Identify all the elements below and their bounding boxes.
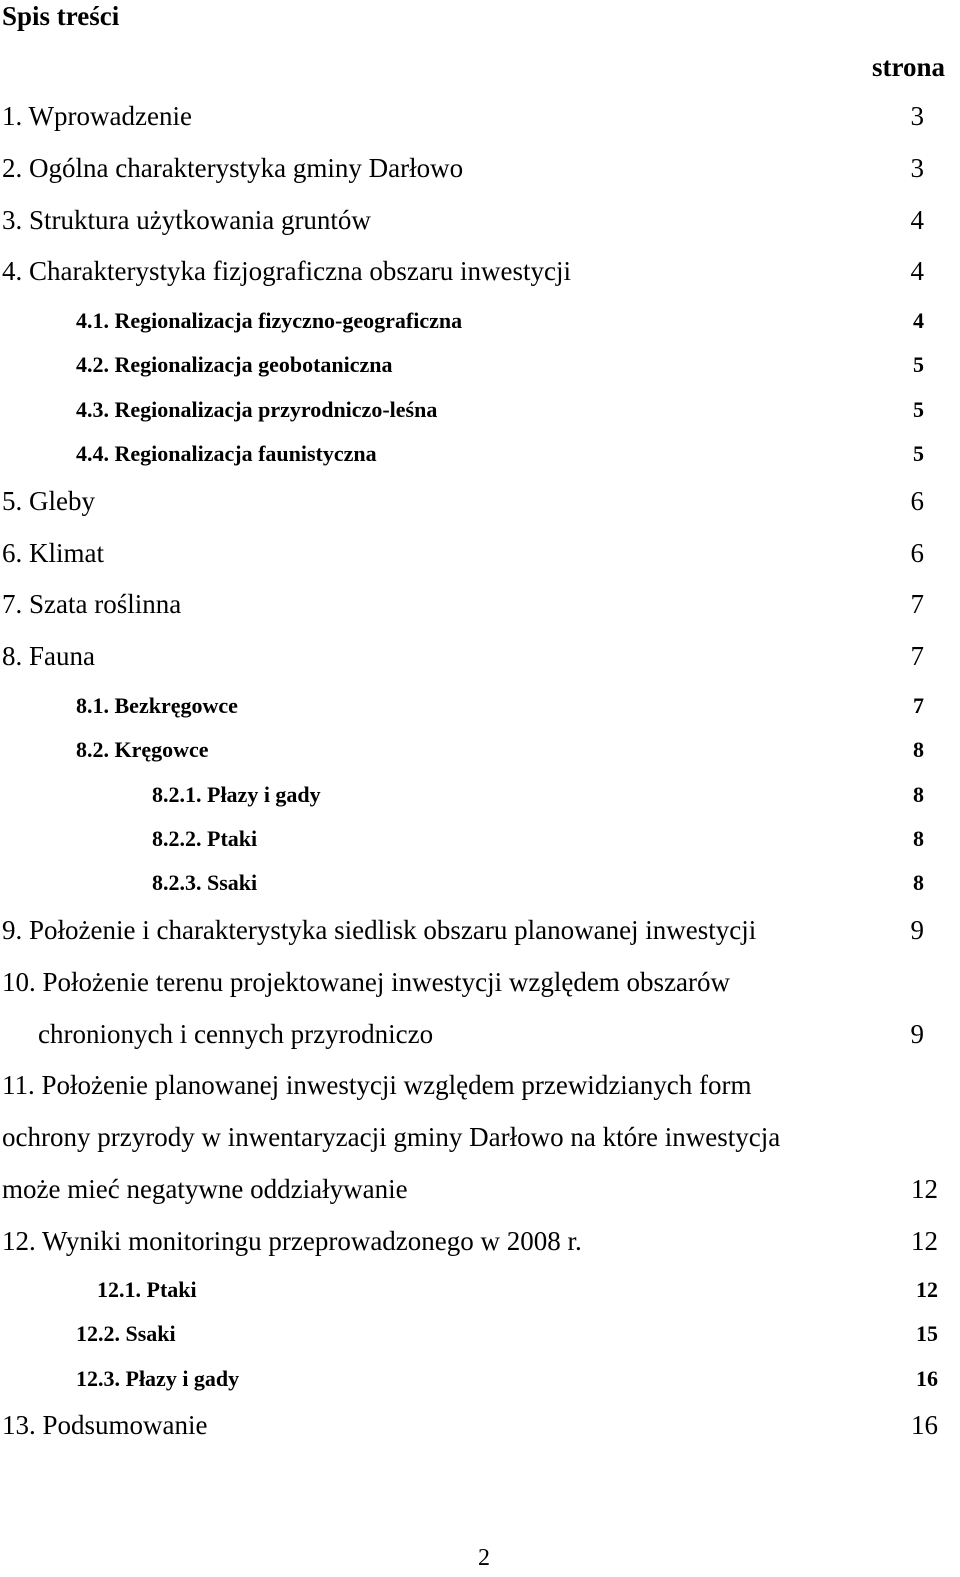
toc-entry-page: 3 [910,100,924,131]
toc-entry-page: 16 [916,1366,938,1391]
toc-entry-text: 8.2.3. Ssaki [152,870,258,895]
toc-entry-text: 4.1. Regionalizacja fizyczno-geograficzna [76,308,463,333]
toc-entry-page: 5 [913,441,924,466]
toc-entry-text: 11. Położenie planowanej inwestycji względem przewidzianych form [2,1069,752,1100]
page-column-header: strona [872,52,946,82]
toc-entry-text: 12.3. Płazy i gady [76,1366,240,1391]
toc-entry-page: 15 [916,1321,938,1346]
toc-entry-page: 8 [913,782,924,807]
toc-title: Spis treści [2,1,120,31]
toc-entry-page: 9 [910,1018,924,1049]
toc-entry-page: 5 [913,352,924,377]
toc-entry-text: 4.2. Regionalizacja geobotaniczna [76,352,393,377]
toc-entry-text: 8.2.1. Płazy i gady [152,782,321,807]
toc-entry-page: 7 [910,588,924,619]
toc-entry-text: 8.1. Bezkręgowce [76,693,238,718]
toc-entry-text: 12. Wyniki monitoringu przeprowadzonego w 2008 r. [2,1225,582,1256]
toc-entry-page: 12 [911,1225,938,1256]
toc-entry-text: 1. Wprowadzenie [2,100,192,131]
toc-entry-page: 12 [911,1173,938,1204]
toc-entry-text: 4.3. Regionalizacja przyrodniczo-leśna [76,397,438,422]
toc-entry-text: 10. Położenie terenu projektowanej inwestycji względem obszarów [2,966,731,997]
toc-entry-text: 3. Struktura użytkowania gruntów [2,204,371,235]
toc-entry-page: 8 [913,870,924,895]
toc-entry-text: 8. Fauna [2,640,95,671]
toc-entry-page: 4 [910,204,924,235]
toc-entry-page: 9 [910,914,924,945]
toc-entry-text: ochrony przyrody w inwentaryzacji gminy Darłowo na które inwestycja [2,1121,781,1152]
toc-entry-text: 12.1. Ptaki [97,1277,197,1302]
footer-page-number: 2 [478,1545,490,1571]
toc-entry-text: może mieć negatywne oddziaływanie [2,1173,408,1204]
toc-entry-page: 4 [910,255,924,286]
toc-entry-page: 6 [910,485,924,516]
toc-entry-page: 8 [913,826,924,851]
toc-entry-page: 6 [910,537,924,568]
toc-entry-text: 4.4. Regionalizacja faunistyczna [76,441,377,466]
toc-entry-page: 7 [910,640,924,671]
toc-entry-text: chronionych i cennych przyrodniczo [38,1018,434,1049]
toc-entry-page: 4 [913,308,924,333]
toc-entry-page: 5 [913,397,924,422]
toc-entry-page: 12 [916,1277,938,1302]
toc-entry-text: 8.2.2. Ptaki [152,826,258,851]
toc-entry-page: 7 [913,693,924,718]
toc-entry-text: 4. Charakterystyka fizjograficzna obszaru inwestycji [2,255,572,286]
toc-entry-text: 8.2. Kręgowce [76,737,209,762]
toc-entry-text: 13. Podsumowanie [2,1409,208,1440]
toc-entry-page: 3 [910,152,924,183]
toc-entry-page: 16 [911,1409,938,1440]
toc-entry-text: 7. Szata roślinna [2,588,182,619]
toc-entry-text: 5. Gleby [2,485,95,516]
toc-entry-text: 12.2. Ssaki [76,1321,176,1346]
toc-entry-text: 6. Klimat [2,537,104,568]
toc-entry-text: 9. Położenie i charakterystyka siedlisk obszaru planowanej inwestycji [2,914,757,945]
toc-entry-text: 2. Ogólna charakterystyka gminy Darłowo [2,152,464,183]
toc-entry-page: 8 [913,737,924,762]
